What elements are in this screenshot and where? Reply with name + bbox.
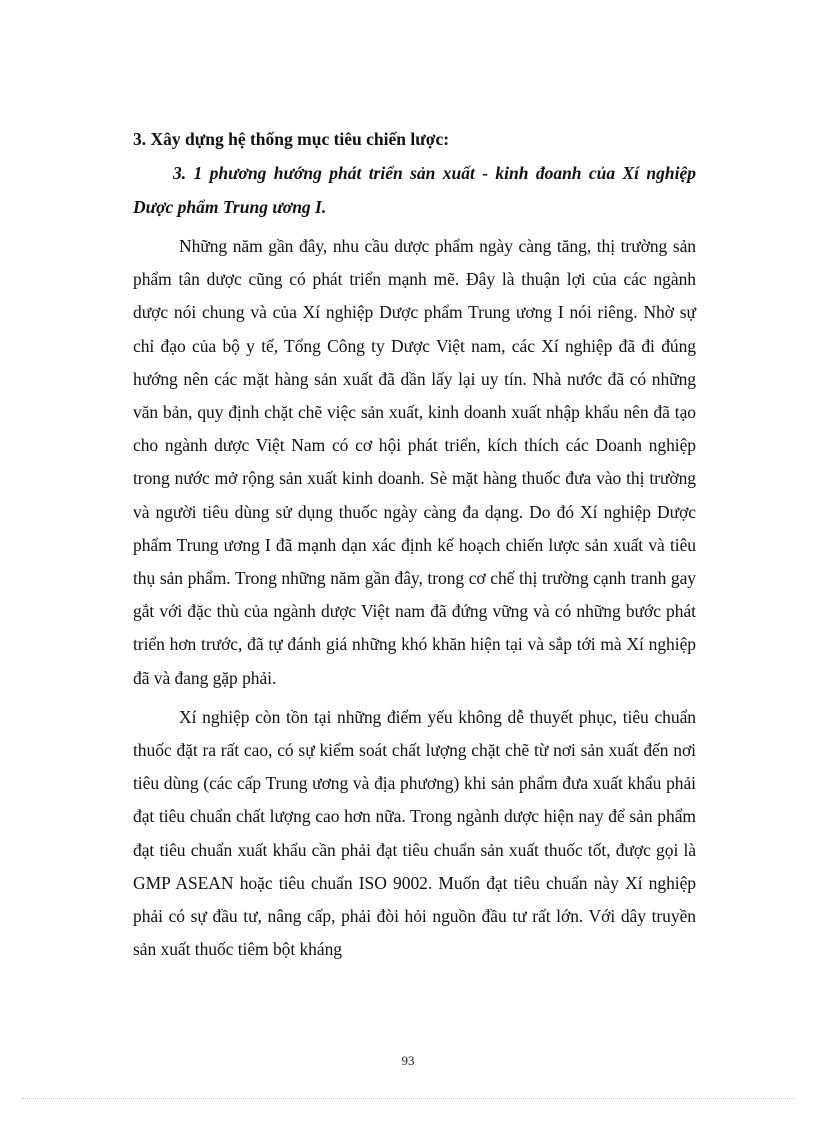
- section-heading: 3. Xây dựng hệ thống mục tiêu chiến lược:: [133, 129, 450, 149]
- paragraph-1: Những năm gần đây, nhu cầu dược phẩm ngày càng tăng, thị trường sản phẩm tân dược cũng có phát triển mạnh mẽ. Đây là thuận lợi của các ngành dược nói chung và của Xí nghiệp Dược phẩm Trung ương I nói riêng. Nhờ sự chỉ đạo của bộ y tế, Tổng Công ty Dược Việt nam, các Xí nghiệp đã đi đúng hướng nên các mặt hàng sản xuất đã dần lấy lại uy tín. Nhà nước đã có những văn bản, quy định chặt chẽ việc sản xuất, kinh doanh xuất nhập khẩu nên đã tạo cho ngành dược Việt Nam có cơ hội phát triển, kích thích các Doanh nghiệp trong nước mở rộng sản xuất kinh doanh. Sè mặt hàng thuốc đưa vào thị trường và người tiêu dùng sử dụng thuốc ngày càng đa dạng. Do đó Xí nghiệp Dược phẩm Trung ương I đã mạnh dạn xác định kế hoạch chiến lược sản xuất và tiêu thụ sản phẩm. Trong những năm gần đây, trong cơ chế thị trường cạnh tranh gay gắt với đặc thù của ngành dược Việt nam đã đứng vững và có những bước phát triển hơn trước, đã tự đánh giá những khó khăn hiện tại và sắp tới mà Xí nghiệp đã và đang gặp phải.: [133, 236, 696, 688]
- page-number: 93: [401, 1053, 415, 1068]
- paragraph-2: Xí nghiệp còn tồn tại những điểm yếu không dễ thuyết phục, tiêu chuẩn thuốc đặt ra rất cao, có sự kiểm soát chất lượng chặt chẽ từ nơi sản xuất đến nơi tiêu dùng (các cấp Trung ương và địa phương) khi sản phẩm đưa xuất khẩu phải đạt tiêu chuẩn chất lượng cao hơn nữa. Trong ngành dược hiện nay để sản phẩm đạt tiêu chuẩn xuất khẩu cần phải đạt tiêu chuẩn sản xuất thuốc tốt, được gọi là GMP ASEAN hoặc tiêu chuẩn ISO 9002. Muốn đạt tiêu chuẩn này Xí nghiệp phải có sự đầu tư, nâng cấp, phải đòi hỏi nguồn đầu tư rất lớn. Với dây truyền sản xuất thuốc tiêm bột kháng: [133, 706, 696, 960]
- page-bottom-divider: [22, 1098, 794, 1099]
- page-body: [133, 124, 696, 966]
- subsection-heading: 3. 1 phương hướng phát triển sản xuất - kinh đoanh của Xí nghiệp Dược phẩm Trung ương I.: [133, 163, 696, 217]
